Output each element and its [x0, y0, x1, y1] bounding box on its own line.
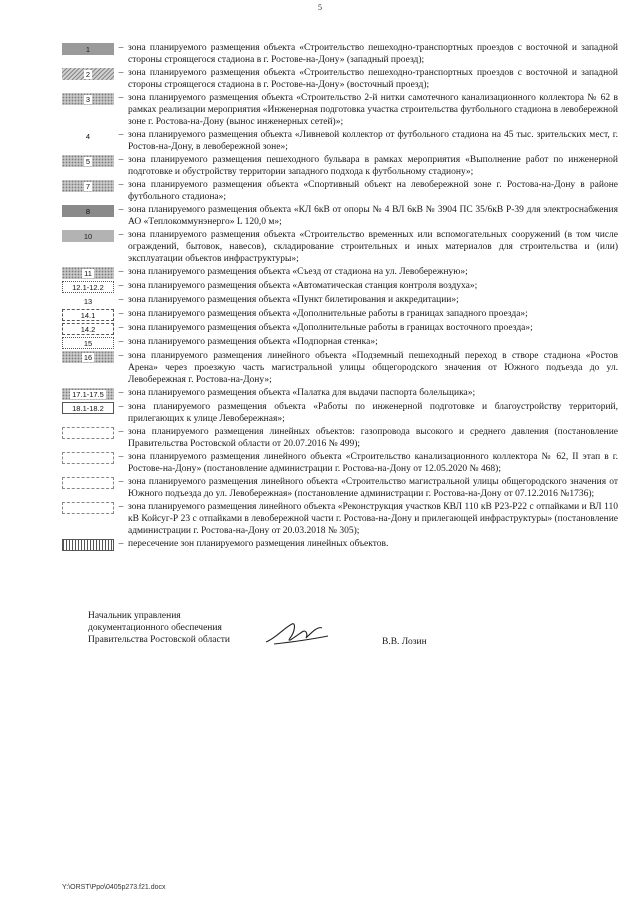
legend-text: зона планируемого размещения линейного объекта «Реконструкция участков КВЛ 110 кВ Р23-Р22 с отпайками и ВЛ 110 кВ Койсуг-Р 23 с отпайками в левобережной части г. Ростова-на-Дону и прилегающей инфраструктуры» (постановление администрации г. Ростова-на-Дону от 20.03.2018 № 305); [128, 502, 618, 536]
legend-swatch-label: 17.1-17.5 [72, 389, 104, 399]
legend-dash: – [118, 130, 124, 140]
legend-dash: – [118, 180, 124, 190]
legend-row [62, 204, 618, 228]
legend-row [62, 67, 618, 91]
legend-text: зона планируемого размещения объекта «Строительство временных или вспомогательных сооружений (в том числе ограждений, бытовок, навесов), складирование строительных и иных материалов для строительства и (или) эксплуатации объектов инфраструктуры»; [128, 230, 618, 264]
legend-row [62, 501, 618, 537]
legend-swatch [62, 295, 114, 307]
legend-swatch-label: 8 [85, 206, 91, 216]
legend-row [62, 308, 618, 321]
legend-dash: – [118, 402, 124, 412]
legend-swatch [62, 205, 114, 217]
legend-row [62, 538, 618, 551]
legend-text: зона планируемого размещения объекта «Строительство 2-й нитки самотечного канализационного коллектора № 62 в рамках реализации мероприятия «Инженерная подготовка участка строительства футбольного стадиона в левобережной зоне г. Ростова-на-Дону (вынос инженерных сетей)»; [128, 93, 618, 127]
legend-text: зона планируемого размещения объекта «Пункт билетирования и аккредитации»; [128, 295, 459, 305]
legend-dash: – [118, 323, 124, 333]
legend-swatch [62, 351, 114, 363]
signer-title-line1: Начальник управления [88, 611, 181, 621]
signature-block [88, 610, 230, 646]
legend-swatch-label: 15 [83, 338, 93, 348]
legend-swatch [62, 477, 114, 489]
legend-swatch [62, 502, 114, 514]
handwritten-signature [262, 618, 332, 650]
legend-swatch [62, 130, 114, 142]
legend-swatch-label: 3 [85, 94, 91, 104]
legend-row [62, 476, 618, 500]
legend-swatch [62, 427, 114, 439]
legend-dash: – [118, 230, 124, 240]
legend-text: зона планируемого размещения объекта «Работы по инженерной подготовке и благоустройству территорий, прилегающих к улице Левобережная»; [128, 402, 618, 424]
legend-list [62, 42, 618, 552]
legend-text: пересечение зон планируемого размещения линейных объектов. [128, 539, 389, 549]
signer-title-line3: Правительства Ростовской области [88, 635, 230, 645]
legend-text: зона планируемого размещения объекта «Строительство пешеходно-транспортных проездов с восточной и западной стороны строящегося стадиона в г. Ростове-на-Дону» (восточный проезд); [128, 68, 618, 90]
legend-row [62, 322, 618, 335]
legend-swatch-label: 7 [85, 181, 91, 191]
legend-dash: – [118, 427, 124, 437]
legend-swatch-label: 10 [83, 231, 93, 241]
legend-swatch-label: 2 [85, 69, 91, 79]
legend-row [62, 387, 618, 400]
legend-text: зона планируемого размещения объекта «Дополнительные работы в границах восточного проезда»; [128, 323, 533, 333]
legend-swatch [62, 402, 114, 414]
legend-swatch [62, 155, 114, 167]
legend-swatch-label: 11 [84, 268, 92, 278]
legend-dash: – [118, 93, 124, 103]
legend-dash: – [118, 267, 124, 277]
legend-dash: – [118, 539, 124, 549]
legend-swatch [62, 309, 114, 321]
legend-dash: – [118, 477, 124, 487]
signer-title-line2: документационного обеспечения [88, 623, 222, 633]
legend-text: зона планируемого размещения линейного объекта «Строительство канализационного коллектора № 62, II этап в г. Ростове-на-Дону» (постановление администрации г. Ростова-на-Дону от 12.05.2020 № 468); [128, 452, 618, 474]
legend-text: зона планируемого размещения объекта «Съезд от стадиона на ул. Левобережную»; [128, 267, 468, 277]
legend-swatch-label: 18.1-18.2 [72, 403, 104, 413]
legend-row [62, 229, 618, 265]
legend-swatch [62, 452, 114, 464]
legend-text: зона планируемого размещения объекта «Дополнительные работы в границах западного проезда»; [128, 309, 528, 319]
legend-dash: – [118, 452, 124, 462]
legend-swatch [62, 388, 114, 400]
legend-swatch-label: 14.2 [80, 324, 96, 334]
legend-row [62, 336, 618, 349]
legend-text: зона планируемого размещения объекта «КЛ 6кВ от опоры № 4 ВЛ 6кВ № 3904 ПС 35/6кВ Р-39 для электроснабжения АО «Теплокоммунэнерго» L 120,0 м»; [128, 205, 618, 227]
legend-dash: – [118, 388, 124, 398]
legend-text: зона планируемого размещения линейного объекта «Строительство магистральной улицы общегородского значения от Южного подъезда до ул. Левобережная» (постановление администрации г. Ростова-на-Дону от 07.12.2016 №1736); [128, 477, 618, 499]
legend-swatch [62, 539, 114, 551]
legend-row [62, 42, 618, 66]
legend-dash: – [118, 295, 124, 305]
legend-dash: – [118, 205, 124, 215]
legend-swatch [62, 43, 114, 55]
page-number: 5 [318, 3, 322, 12]
legend-dash: – [118, 155, 124, 165]
legend-row [62, 401, 618, 425]
legend-row [62, 92, 618, 128]
legend-swatch-label: 1 [85, 44, 91, 54]
legend-row [62, 266, 618, 279]
legend-row [62, 350, 618, 386]
legend-row [62, 179, 618, 203]
legend-row [62, 451, 618, 475]
file-path-footer: Y:\ORST\Ppo\0405p273.f21.docx [62, 884, 166, 891]
legend-text: зона планируемого размещения пешеходного бульвара в рамках мероприятия «Выполнение работ по инженерной подготовке и обустройству территории западного подхода к футбольному стадиону»; [128, 155, 618, 177]
legend-text: зона планируемого размещения объекта «Спортивный объект на левобережной зоне г. Ростова-на-Дону в районе футбольного стадиона»; [128, 180, 618, 202]
legend-swatch [62, 337, 114, 349]
legend-swatch [62, 267, 114, 279]
legend-dash: – [118, 351, 124, 361]
legend-swatch [62, 323, 114, 335]
legend-dash: – [118, 309, 124, 319]
legend-swatch [62, 68, 114, 80]
legend-swatch-label: 12.1-12.2 [72, 282, 104, 292]
legend-text: зона планируемого размещения линейного объекта «Подземный пешеходный переход в створе стадиона «Ростов Арена» через проезжую часть магистральной улицы общегородского значения от Южного подъезда до ул. Левобережная г. Ростова-на-Дону»; [128, 351, 618, 385]
legend-dash: – [118, 502, 124, 512]
legend-dash: – [118, 281, 124, 291]
legend-swatch-label: 4 [85, 131, 91, 141]
legend-row [62, 426, 618, 450]
legend-swatch [62, 180, 114, 192]
legend-row [62, 154, 618, 178]
legend-row [62, 280, 618, 293]
legend-text: зона планируемого размещения объекта «Строительство пешеходно-транспортных проездов с восточной и западной стороны строящегося стадиона в г. Ростове-на-Дону» (западный проезд); [128, 43, 618, 65]
legend-swatch [62, 230, 114, 242]
legend-row [62, 294, 618, 307]
legend-dash: – [118, 68, 124, 78]
legend-text: зона планируемого размещения объекта «Ливневой коллектор от футбольного стадиона на 45 тыс. зрительских мест, г. Ростов-на-Дону, в левобережной зоне»; [128, 130, 618, 152]
legend-swatch [62, 93, 114, 105]
legend-dash: – [118, 43, 124, 53]
legend-text: зона планируемого размещения объекта «Палатка для выдачи паспорта болельщика»; [128, 388, 476, 398]
legend-swatch [62, 281, 114, 293]
legend-dash: – [118, 337, 124, 347]
legend-text: зона планируемого размещения объекта «Подпорная стенка»; [128, 337, 378, 347]
legend-swatch-label: 13 [83, 296, 93, 306]
legend-swatch-label: 5 [85, 156, 91, 166]
legend-swatch-label: 16 [83, 352, 93, 362]
signer-name: В.В. Лозин [382, 637, 427, 647]
legend-row [62, 129, 618, 153]
legend-text: зона планируемого размещения линейных объектов: газопровода высокого и среднего давления (постановление Правительства Ростовской области от 20.07.2016 № 499); [128, 427, 618, 449]
legend-swatch-label: 14.1 [80, 310, 96, 320]
legend-text: зона планируемого размещения объекта «Автоматическая станция контроля воздуха»; [128, 281, 478, 291]
